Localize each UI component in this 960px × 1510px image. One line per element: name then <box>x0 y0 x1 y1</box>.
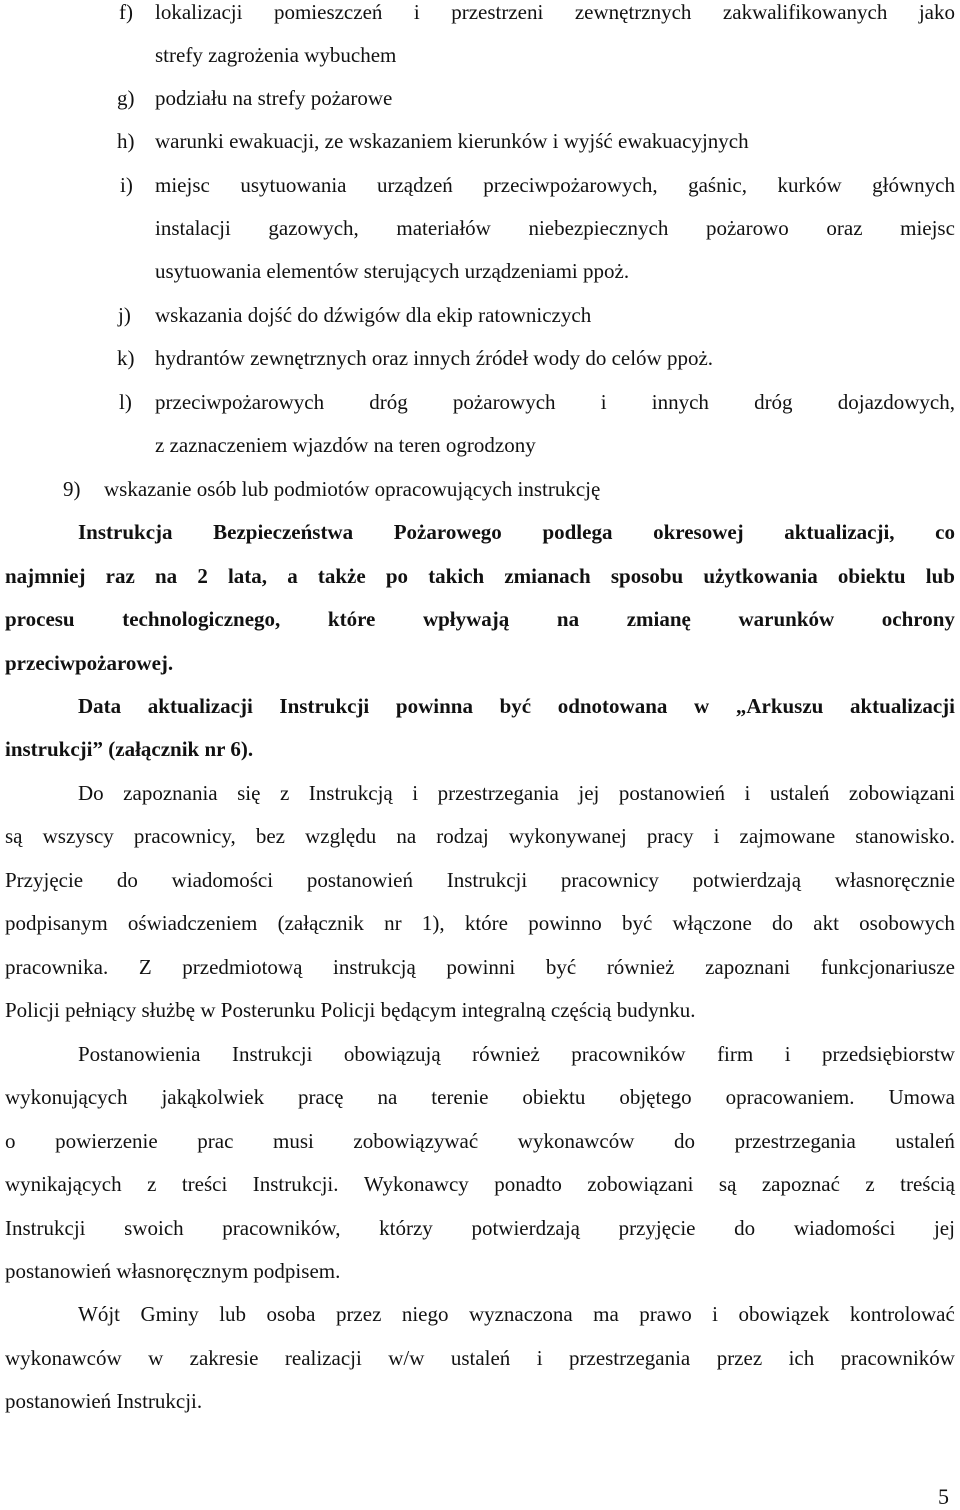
word: niebezpiecznych <box>528 216 669 240</box>
word: co <box>935 520 955 544</box>
word: osobowych <box>859 911 955 935</box>
word: przestrzegania <box>569 1346 691 1370</box>
word: wyznaczona <box>468 1302 573 1326</box>
word: kontrolować <box>849 1302 955 1326</box>
word: prawo <box>639 1302 692 1326</box>
para-4-line-4 <box>5 1169 955 1199</box>
para-4-line-2 <box>5 1082 955 1112</box>
word: zapoznać <box>761 1172 840 1196</box>
word: być <box>499 694 532 718</box>
word: rodzaj <box>436 824 489 848</box>
word: raz <box>105 564 135 588</box>
list-label-f: f) <box>119 0 133 24</box>
word: zakresie <box>189 1346 259 1370</box>
word: urządzeń <box>376 173 453 197</box>
word: Wykonawcy <box>363 1172 469 1196</box>
word: Gminy <box>140 1302 199 1326</box>
word: bez <box>255 824 285 848</box>
word: oświadczeniem <box>127 911 258 935</box>
page-number: 5 <box>938 1484 949 1509</box>
word: pracy <box>646 824 694 848</box>
word: również <box>472 1042 540 1066</box>
word: powinno <box>528 911 602 935</box>
word: do <box>734 1216 756 1240</box>
word: także <box>317 564 366 588</box>
word: postanowień <box>618 781 726 805</box>
word: sposobu <box>610 564 684 588</box>
para-3-line-5 <box>5 952 955 982</box>
word: są <box>718 1172 737 1196</box>
word: wynikających <box>5 1172 122 1196</box>
para-4-line-6: postanowień własnoręcznym podpisem. <box>5 1259 341 1283</box>
para-3-line-3 <box>5 865 955 895</box>
word: ponadto <box>494 1172 562 1196</box>
word: do <box>674 1129 695 1153</box>
word: aktualizacji, <box>784 520 895 544</box>
word: zobowiązani <box>587 1172 694 1196</box>
word: jej <box>578 781 600 805</box>
word: pożarowych <box>452 390 556 414</box>
list-label-g: g) <box>117 86 135 110</box>
word: głównych <box>872 173 955 197</box>
word: na <box>396 824 417 848</box>
word: kurków <box>777 173 842 197</box>
word: najmniej <box>5 564 86 588</box>
word: wykonawców <box>517 1129 635 1153</box>
word: obiektu <box>522 1085 586 1109</box>
list-item-g-line-1: podziału na strefy pożarowe <box>155 86 393 110</box>
word: pracę <box>298 1085 344 1109</box>
word: włączone <box>672 911 752 935</box>
word: przez <box>335 1302 382 1326</box>
word: miejsc <box>900 216 955 240</box>
word: dojazdowych, <box>837 390 955 414</box>
word: obowiązek <box>738 1302 830 1326</box>
word: Bezpieczeństwa <box>213 520 354 544</box>
item-9-text: wskazanie osób lub podmiotów opracowujących instrukcję <box>104 477 601 501</box>
word: pracownika. <box>5 955 109 979</box>
word: obiektu <box>837 564 906 588</box>
bold-para-2-line-1 <box>78 691 955 721</box>
word: względu <box>305 824 377 848</box>
word: przedsiębiorstw <box>822 1042 955 1066</box>
word: wszyscy <box>42 824 114 848</box>
word: jej <box>933 1216 955 1240</box>
word: na <box>556 607 580 631</box>
bold-para-2-line-2: instrukcji” (załącznik nr 6). <box>5 737 254 761</box>
word: którzy <box>379 1216 433 1240</box>
word: obowiązują <box>343 1042 441 1066</box>
word: zakwalifikowanych <box>722 0 888 24</box>
word: o <box>5 1129 16 1153</box>
word: lub <box>219 1302 247 1326</box>
word: ma <box>593 1302 619 1326</box>
word: dróg <box>369 390 408 414</box>
list-item-f-line-1 <box>155 0 955 27</box>
word: i <box>600 390 607 414</box>
word: i <box>712 1302 719 1326</box>
word: takich <box>428 564 485 588</box>
list-item-h-line-1: warunki ewakuacji, ze wskazaniem kierunków i wyjść ewakuacyjnych <box>155 129 749 153</box>
list-label-j: j) <box>118 303 131 327</box>
word: Przyjęcie <box>5 868 84 892</box>
word: podlega <box>542 520 613 544</box>
word: gaśnic, <box>688 173 747 197</box>
word: treścią <box>900 1172 955 1196</box>
word: Instrukcji <box>231 1042 313 1066</box>
para-3-line-2 <box>5 821 955 851</box>
para-3-line-6: Policji pełniący służbę w Posterunku Policji będącym integralną częścią budynku. <box>5 998 696 1022</box>
word: są <box>5 824 23 848</box>
word: (załącznik <box>277 911 364 935</box>
word: prac <box>197 1129 234 1153</box>
word: być <box>621 911 653 935</box>
word: przyjęcie <box>618 1216 696 1240</box>
list-item-i-line-2 <box>155 213 955 243</box>
list-item-l-line-2: z zaznaczeniem wjazdów na teren ogrodzony <box>155 433 536 457</box>
word: terenie <box>431 1085 489 1109</box>
word: przestrzegania <box>437 781 559 805</box>
word: na <box>377 1085 398 1109</box>
list-item-l-line-1 <box>155 387 955 417</box>
word: przeciwpożarowych <box>155 390 325 414</box>
list-label-k: k) <box>117 346 135 370</box>
word: potwierdzają <box>692 868 802 892</box>
word: zajmowane <box>739 824 836 848</box>
word: ich <box>788 1346 815 1370</box>
word: wiadomości <box>171 868 274 892</box>
word: pożarowo <box>705 216 789 240</box>
word: w <box>148 1346 164 1370</box>
word: „Arkuszu <box>735 694 824 718</box>
word: z <box>279 781 290 805</box>
word: pracownicy, <box>133 824 236 848</box>
word: i <box>744 781 751 805</box>
para-5-line-3: postanowień Instrukcji. <box>5 1389 203 1413</box>
word: miejsc <box>155 173 210 197</box>
word: pracowników <box>840 1346 955 1370</box>
word: Instrukcją <box>308 781 393 805</box>
word: postanowień <box>306 868 413 892</box>
para-4-line-5 <box>5 1213 955 1243</box>
word: Instrukcji <box>279 694 370 718</box>
word: przeciwpożarowych, <box>483 173 658 197</box>
word: aktualizacji <box>147 694 253 718</box>
para-4-line-3 <box>5 1126 955 1156</box>
word: Postanowienia <box>78 1042 201 1066</box>
word: wiadomości <box>793 1216 896 1240</box>
list-label-9: 9) <box>63 477 81 501</box>
list-item-j-line-1: wskazania dojść do dźwigów dla ekip ratowniczych <box>155 303 592 327</box>
word: instalacji <box>155 216 231 240</box>
word: technologicznego, <box>122 607 281 631</box>
word: i <box>713 824 720 848</box>
word: zapoznania <box>123 781 218 805</box>
word: 2 <box>197 564 208 588</box>
word: potwierdzają <box>471 1216 580 1240</box>
word: Pożarowego <box>393 520 502 544</box>
list-item-i-line-1 <box>155 170 955 200</box>
word: zewnętrznych <box>574 0 692 24</box>
word: Umowa <box>888 1085 955 1109</box>
word: wpływają <box>422 607 510 631</box>
word: zmianę <box>626 607 691 631</box>
word: przestrzeni <box>451 0 544 24</box>
para-3-line-1 <box>78 778 955 808</box>
word: wykonawców <box>5 1346 122 1370</box>
word: ustaleń <box>895 1129 955 1153</box>
list-item-k-line-1: hydrantów zewnętrznych oraz innych źródeł wody do celów ppoż. <box>155 346 714 370</box>
word: i <box>536 1346 543 1370</box>
word: które <box>327 607 376 631</box>
word: i <box>413 0 420 24</box>
word: aktualizacji <box>849 694 955 718</box>
word: materiałów <box>396 216 491 240</box>
word: po <box>385 564 409 588</box>
word: z <box>147 1172 157 1196</box>
word: instrukcją <box>333 955 416 979</box>
word: zobowiązani <box>848 781 955 805</box>
word: pracowników, <box>222 1216 341 1240</box>
word: również <box>606 955 675 979</box>
para-5-line-1 <box>78 1299 955 1329</box>
word: powinni <box>446 955 516 979</box>
word: gazowych, <box>268 216 359 240</box>
word: usytuowania <box>240 173 347 197</box>
word: Instrukcji <box>446 868 528 892</box>
word: okresowej <box>653 520 744 544</box>
word: oraz <box>826 216 863 240</box>
word: niego <box>401 1302 449 1326</box>
word: pracownicy <box>560 868 659 892</box>
word: przez <box>716 1346 763 1370</box>
word: przedmiotową <box>182 955 303 979</box>
word: lokalizacji <box>155 0 243 24</box>
word: stanowisko. <box>855 824 955 848</box>
word: powierzenie <box>55 1129 158 1153</box>
word: innych <box>651 390 709 414</box>
word: zapoznani <box>705 955 791 979</box>
word: procesu <box>5 607 75 631</box>
word: treści <box>181 1172 228 1196</box>
word: w <box>694 694 710 718</box>
list-item-f-line-2: strefy zagrożenia wybuchem <box>155 43 397 67</box>
word: realizacji <box>284 1346 362 1370</box>
list-label-i: i) <box>120 173 133 197</box>
word: Wójt <box>78 1302 120 1326</box>
word: z <box>865 1172 875 1196</box>
word: ochrony <box>881 607 955 631</box>
list-label-l: l) <box>119 390 132 414</box>
word: opracowaniem. <box>725 1085 855 1109</box>
word: musi <box>273 1129 314 1153</box>
word: na <box>154 564 178 588</box>
word: objętego <box>619 1085 692 1109</box>
word: Instrukcja <box>78 520 173 544</box>
word: ustaleń <box>450 1346 511 1370</box>
bold-para-1-line-1 <box>78 517 955 547</box>
word: swoich <box>124 1216 184 1240</box>
word: się <box>237 781 261 805</box>
word: i <box>412 781 419 805</box>
word: lata, <box>227 564 268 588</box>
para-3-line-4 <box>5 908 955 938</box>
bold-para-1-line-3 <box>5 604 955 634</box>
word: własnoręcznie <box>834 868 955 892</box>
word: które <box>464 911 508 935</box>
word: podpisanym <box>5 911 108 935</box>
word: odnotowana <box>557 694 668 718</box>
bold-para-1-line-4: przeciwpożarowej. <box>5 651 174 675</box>
list-item-i-line-3: usytuowania elementów sterujących urządzeniami ppoż. <box>155 259 630 283</box>
word: zmianach <box>504 564 591 588</box>
word: a <box>287 564 298 588</box>
word: użytkowania <box>703 564 818 588</box>
word: jako <box>918 0 955 24</box>
word: osoba <box>266 1302 316 1326</box>
para-5-line-2 <box>5 1343 955 1373</box>
para-4-line-1 <box>78 1039 955 1069</box>
word: akt <box>813 911 839 935</box>
word: pracowników <box>571 1042 686 1066</box>
word: lub <box>925 564 955 588</box>
word: w/w <box>388 1346 425 1370</box>
word: do <box>772 911 794 935</box>
word: być <box>545 955 577 979</box>
word: Instrukcji. <box>252 1172 339 1196</box>
word: dróg <box>754 390 793 414</box>
word: przestrzegania <box>734 1129 856 1153</box>
word: i <box>784 1042 791 1066</box>
word: zobowiązywać <box>353 1129 479 1153</box>
word: wykonujących <box>5 1085 128 1109</box>
word: funkcjonariusze <box>820 955 955 979</box>
word: jakąkolwiek <box>161 1085 265 1109</box>
word: Do <box>78 781 104 805</box>
word: Data <box>78 694 122 718</box>
list-label-h: h) <box>117 129 135 153</box>
word: Instrukcji <box>5 1216 86 1240</box>
word: Z <box>138 955 152 979</box>
word: warunków <box>738 607 835 631</box>
word: wykonywanej <box>508 824 627 848</box>
word: nr <box>384 911 402 935</box>
word: ustaleń <box>769 781 830 805</box>
bold-para-1-line-2 <box>5 561 955 591</box>
word: do <box>116 868 138 892</box>
word: firm <box>717 1042 754 1066</box>
word: pomieszczeń <box>273 0 383 24</box>
word: 1), <box>421 911 445 935</box>
word: powinna <box>395 694 473 718</box>
